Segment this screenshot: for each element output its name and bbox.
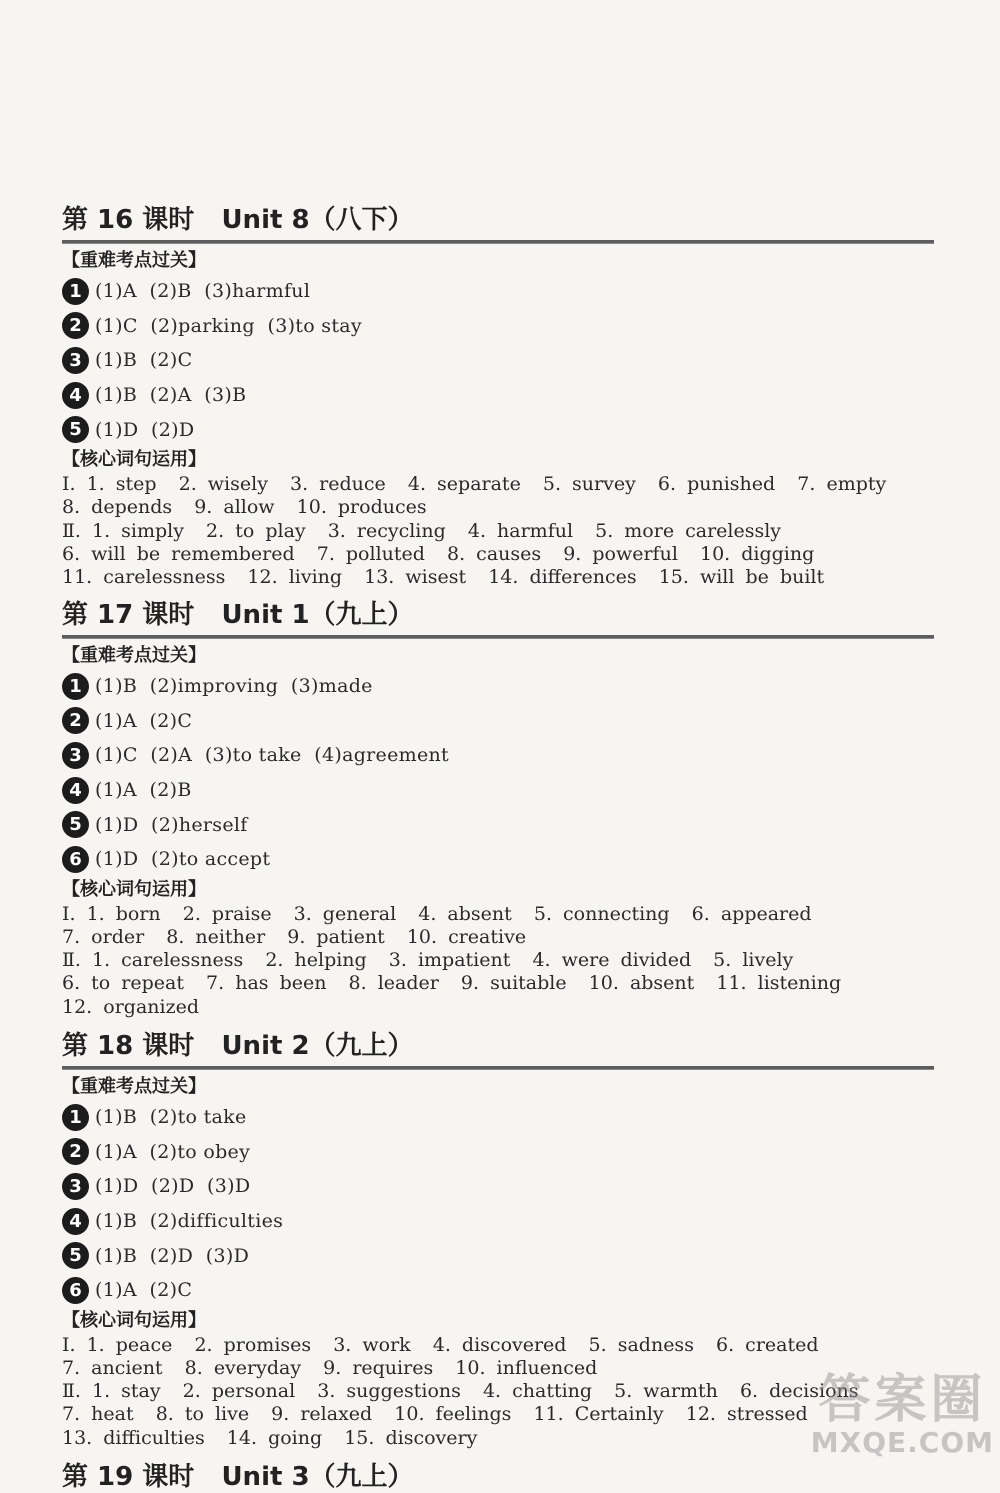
vocabulary-answer-line: 7. ancient 8. everyday 9. requires 10. influenced <box>62 1356 598 1379</box>
vocabulary-answer-line: Ⅱ. 1. carelessness 2. helping 3. impatient 4. were divided 5. lively <box>62 949 794 972</box>
answer-text: (1)B (2)D (3)D <box>95 1244 250 1267</box>
answer-text: (1)B (2)difficulties <box>95 1210 284 1233</box>
answer-row <box>62 807 934 842</box>
answer-text: (1)C (2)parking (3)to stay <box>95 314 362 337</box>
answer-text: (1)A (2)C <box>95 1279 193 1302</box>
vocabulary-answer-line: Ⅱ. 1. stay 2. personal 3. suggestions 4. chatting 5. warmth 6. decisions <box>62 1380 859 1403</box>
answer-text: (1)D (2)D (3)D <box>95 1175 251 1198</box>
lesson-title: 第 17 课时 Unit 1（九上） <box>62 600 414 630</box>
section-heading-key-points: 【重难考点过关】 <box>62 645 206 666</box>
answer-row <box>62 1238 934 1273</box>
vocabulary-answer-line: 7. heat 8. to live 9. relaxed 10. feelings 11. Certainly 12. stressed <box>62 1403 808 1426</box>
watermark-logo-text: 答案圈 <box>818 1370 987 1430</box>
lesson-16 <box>62 202 934 589</box>
section-heading-vocabulary: 【核心词句运用】 <box>62 878 206 900</box>
answer-text: (1)B (2)to take <box>95 1106 247 1129</box>
vocabulary-answer-line: 13. difficulties 14. going 15. discovery <box>62 1426 478 1449</box>
vocabulary-answer-line: Ⅰ. 1. step 2. wisely 3. reduce 4. separate 5. survey 6. punished 7. empty <box>62 472 887 495</box>
question-number-badge: 1 <box>62 278 89 305</box>
answer-row <box>62 378 934 413</box>
answer-row <box>62 343 934 378</box>
answer-text: (1)D (2)to accept <box>95 848 271 871</box>
answer-row <box>62 773 934 808</box>
vocabulary-answer-line: 6. will be remembered 7. polluted 8. causes 9. powerful 10. digging <box>62 542 815 565</box>
answer-row <box>62 1135 934 1170</box>
vocabulary-answer-line: 6. to repeat 7. has been 8. leader 9. suitable 10. absent 11. listening <box>62 972 842 995</box>
question-number-badge: 2 <box>62 312 89 339</box>
answer-text: (1)A (2)to obey <box>95 1140 251 1163</box>
answer-text: (1)B (2)C <box>95 349 193 372</box>
answer-text: (1)A (2)B <box>95 779 192 802</box>
vocabulary-answer-line: 8. depends 9. allow 10. produces <box>62 496 427 519</box>
answer-row <box>62 1169 934 1204</box>
question-number-badge: 3 <box>62 742 89 769</box>
question-number-badge: 2 <box>62 707 89 734</box>
vocabulary-answer-line: 11. carelessness 12. living 13. wisest 14. differences 15. will be built <box>62 566 825 589</box>
watermark <box>811 1372 994 1458</box>
answer-row <box>62 842 934 877</box>
answer-row <box>62 412 934 447</box>
watermark-url: MXQE.COM <box>810 1426 994 1459</box>
question-number-badge: 3 <box>62 347 89 374</box>
question-number-badge: 5 <box>62 1242 89 1269</box>
question-number-badge: 4 <box>62 1208 89 1235</box>
question-number-badge: 6 <box>62 846 89 873</box>
question-number-badge: 3 <box>62 1173 89 1200</box>
answer-text: (1)C (2)A (3)to take (4)agreement <box>95 744 449 767</box>
title-divider <box>62 1066 934 1070</box>
title-divider <box>62 635 934 639</box>
section-heading-vocabulary: 【核心词句运用】 <box>62 448 206 470</box>
question-number-badge: 4 <box>62 382 89 409</box>
answer-text: (1)B (2)improving (3)made <box>95 675 373 698</box>
vocabulary-answer-line: Ⅰ. 1. peace 2. promises 3. work 4. discovered 5. sadness 6. created <box>62 1333 819 1356</box>
lesson-title: 第 18 课时 Unit 2（九上） <box>62 1031 414 1061</box>
answer-row <box>62 669 934 704</box>
answer-row <box>62 274 934 309</box>
answer-text: (1)A (2)B (3)harmful <box>95 280 311 303</box>
question-number-badge: 5 <box>62 811 89 838</box>
vocabulary-answer-line: 12. organized <box>62 995 199 1018</box>
answer-text: (1)D (2)herself <box>95 813 248 836</box>
answer-text: (1)B (2)A (3)B <box>95 384 247 407</box>
answer-text: (1)A (2)C <box>95 709 193 732</box>
lesson-title: 第 16 课时 Unit 8（八下） <box>62 205 414 235</box>
vocabulary-answer-line: Ⅰ. 1. born 2. praise 3. general 4. absent 5. connecting 6. appeared <box>62 902 812 925</box>
question-number-badge: 2 <box>62 1138 89 1165</box>
answer-row <box>62 1100 934 1135</box>
question-number-badge: 4 <box>62 777 89 804</box>
lesson-18 <box>62 1028 934 1450</box>
section-heading-vocabulary: 【核心词句运用】 <box>62 1309 206 1331</box>
answer-row <box>62 309 934 344</box>
title-divider <box>62 240 934 244</box>
question-number-badge: 1 <box>62 673 89 700</box>
answer-row <box>62 1273 934 1308</box>
next-lesson-title: 第 19 课时 Unit 3（九上） <box>62 1462 414 1492</box>
answer-text: (1)D (2)D <box>95 418 195 441</box>
question-number-badge: 1 <box>62 1104 89 1131</box>
answer-row <box>62 704 934 739</box>
vocabulary-answer-line: 7. order 8. neither 9. patient 10. creative <box>62 925 527 948</box>
answer-row <box>62 738 934 773</box>
section-heading-key-points: 【重难考点过关】 <box>62 1076 206 1097</box>
question-number-badge: 6 <box>62 1277 89 1304</box>
section-heading-key-points: 【重难考点过关】 <box>62 250 206 271</box>
vocabulary-answer-line: Ⅱ. 1. simply 2. to play 3. recycling 4. harmful 5. more carelessly <box>62 519 782 542</box>
lesson-17 <box>62 597 934 1019</box>
answer-row <box>62 1204 934 1239</box>
question-number-badge: 5 <box>62 416 89 443</box>
